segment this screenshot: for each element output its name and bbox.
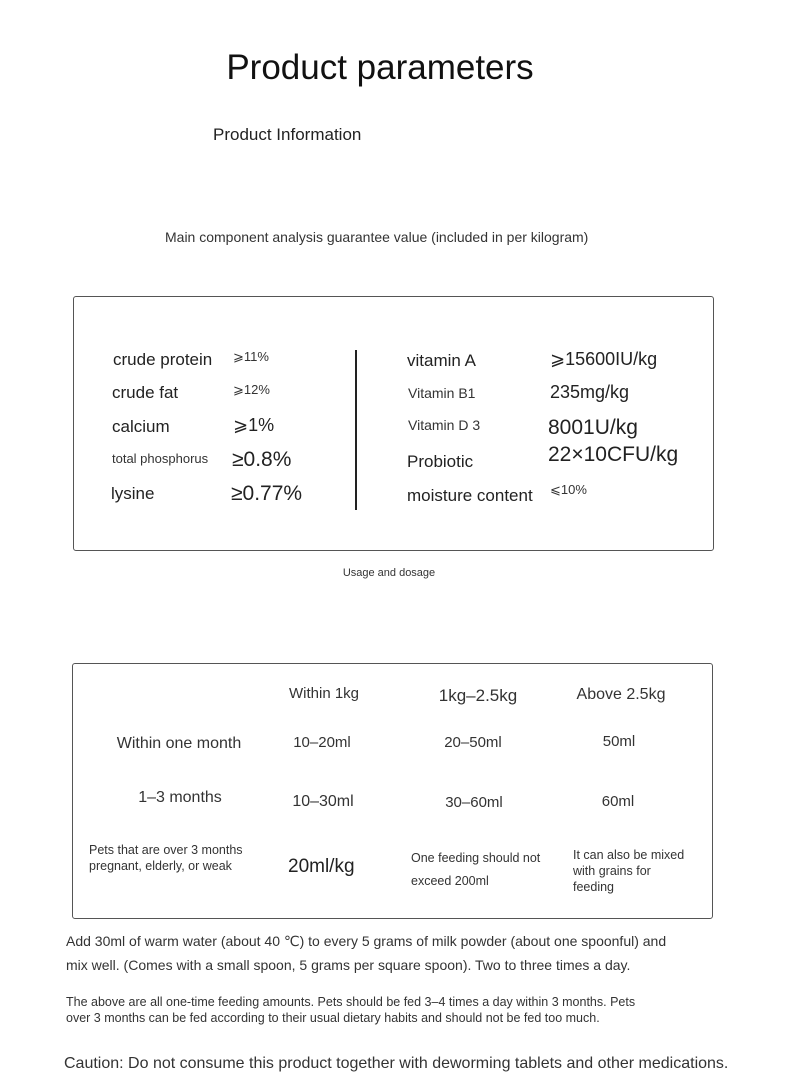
nutrient-value: ⩾1% [233, 415, 275, 435]
table-cell: 60ml [601, 793, 635, 810]
nutrient-value: ⩾12% [233, 382, 270, 397]
nutrient-value: ⩽10% [550, 482, 587, 497]
nutrient-value: ≥0.8% [232, 448, 292, 471]
feeding-note: One feeding should not exceed 200ml [411, 851, 541, 888]
nutrient-value: ≥0.77% [231, 482, 303, 505]
nutrient-value: ⩾11% [233, 349, 269, 364]
nutrient-value: 235mg/kg [550, 382, 630, 402]
column-header: 1kg–2.5kg [438, 686, 518, 705]
row-label: Within one month [116, 735, 242, 752]
nutrient-label: total phosphorus [112, 451, 209, 466]
nutrient-label: Vitamin D 3 [408, 417, 481, 433]
nutrient-label: calcium [112, 417, 170, 436]
nutrient-label: vitamin A [407, 351, 476, 370]
feeding-frequency-note: The above are all one-time feeding amounts. Pets should be fed 3–4 times a day within 3 months. Pets over 3 months can be fed according to their usual dietary habits and should not be fed too much. [66, 995, 636, 1025]
nutrient-value: 8001U/kg [548, 416, 638, 439]
nutrient-label: lysine [111, 484, 155, 503]
nutrient-label: crude fat [112, 383, 179, 402]
page-subtitle: Product Information [213, 125, 362, 144]
dosage-caption: Usage and dosage [342, 567, 436, 579]
nutrient-label: Probiotic [407, 452, 474, 471]
nutrient-value: ⩾15600IU/kg [550, 349, 658, 369]
caution-text: Caution: Do not consume this product together with deworming tablets and other medications. [64, 1055, 729, 1072]
analysis-caption: Main component analysis guarantee value (included in per kilogram) [165, 229, 589, 245]
instructions-line: mix well. (Comes with a small spoon, 5 grams per square spoon). Two to three times a day. [66, 957, 631, 973]
table-cell: 20ml/kg [288, 856, 355, 877]
table-cell: 20–50ml [444, 734, 502, 751]
page-title: Product parameters [226, 48, 534, 87]
instructions-line: Add 30ml of warm water (about 40 ℃) to every 5 grams of milk powder (about one spoonful) and [66, 933, 667, 949]
row-label: Pets that are over 3 months pregnant, elderly, or weak [89, 843, 243, 873]
table-cell: 50ml [602, 733, 636, 750]
column-header: Above 2.5kg [576, 686, 666, 703]
nutrient-value: 22×10CFU/kg [548, 443, 679, 466]
table-cell: 10–30ml [292, 793, 354, 810]
column-header: Within 1kg [288, 685, 360, 702]
nutrient-label: crude protein [113, 350, 213, 369]
nutrient-label: Vitamin B1 [408, 385, 476, 401]
row-label: 1–3 months [138, 789, 222, 806]
table-cell: 10–20ml [293, 734, 351, 751]
nutrient-label: moisture content [407, 486, 533, 505]
feeding-note: It can also be mixed with grains for feeding [573, 848, 685, 894]
analysis-divider [355, 350, 357, 510]
table-cell: 30–60ml [445, 794, 503, 811]
